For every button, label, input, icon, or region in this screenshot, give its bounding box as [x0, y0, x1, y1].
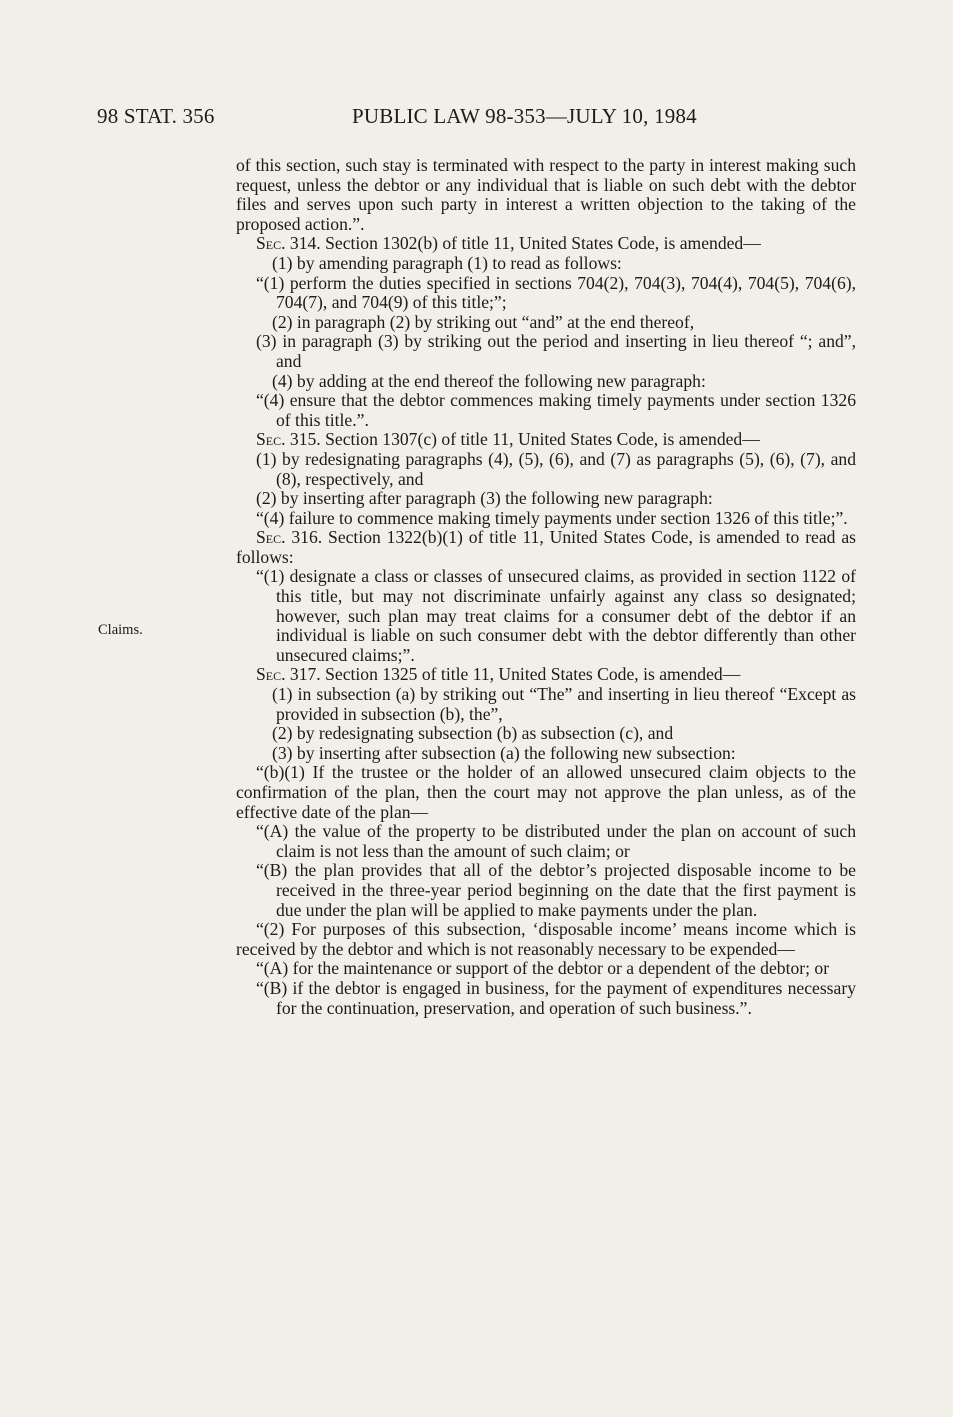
section-315: [236, 430, 856, 450]
quoted-paragraph: “(B) the plan provides that all of the debtor’s projected disposable income to be received in the three-year period beginning on the date that the first payment is due under the plan will be applied to make payments under the plan.: [256, 860, 856, 920]
stat-page-reference: 98 STAT. 356: [97, 104, 215, 128]
paragraph: (3) by inserting after subsection (a) the following new subsection:: [272, 742, 736, 763]
quoted-paragraph: “(A) for the maintenance or support of the debtor or a dependent of the debtor; or: [256, 958, 830, 979]
section-316: [236, 528, 856, 567]
body-text: [236, 156, 856, 1018]
quoted-paragraph: “(1) designate a class or classes of unsecured claims, as provided in section 1122 of this title, but may not discriminate unfairly against any class so designated; however, such plan may treat claims for a consumer debt of the debtor if an individual is liable on such consumer debt with the debtor differently than other unsecured claims;”.: [256, 566, 856, 665]
section-number: Sec. 316.: [256, 527, 323, 548]
section-text: Section 1325 of title 11, United States Code, is amended—: [320, 664, 741, 685]
paragraph: (2) by inserting after paragraph (3) the following new paragraph:: [256, 488, 713, 509]
section-number: Sec. 314.: [256, 233, 321, 254]
quoted-paragraph: “(A) the value of the property to be distributed under the plan on account of such claim is not less than the amount of such claim; or: [256, 821, 856, 861]
margin-note-claims: Claims.: [98, 622, 143, 638]
section-number: Sec. 315.: [256, 429, 321, 450]
section-number: Sec. 317.: [256, 664, 321, 685]
section-text: Section 1322(b)(1) of title 11, United States Code, is amended to read as follows:: [236, 527, 856, 567]
quoted-paragraph: “(b)(1) If the trustee or the holder of an allowed unsecured claim objects to the confirmation of the plan, then the court may not approve the plan unless, as of the effective date of the plan—: [236, 762, 856, 822]
quoted-paragraph: “(4) ensure that the debtor commences making timely payments under section 1326 of this title.”.: [256, 390, 856, 430]
running-head: PUBLIC LAW 98-353—JULY 10, 1984: [352, 104, 697, 128]
section-314: [236, 234, 856, 254]
quoted-paragraph: “(B) if the debtor is engaged in business, for the payment of expenditures necessary for the continuation, preservation, and operation of such business.”.: [256, 977, 856, 1018]
quoted-paragraph: “(2) For purposes of this subsection, ‘disposable income’ means income which is received by the debtor and which is not reasonably necessary to be expended—: [236, 919, 856, 959]
paragraph: of this section, such stay is terminated with respect to the party in interest making such request, unless the debtor or any individual that is liable on such debt with the debtor files and serves upon such party in interest a written objection to the taking of the proposed action.”.: [236, 155, 856, 234]
paragraph: (2) in paragraph (2) by striking out “and” at the end thereof,: [272, 311, 695, 332]
paragraph: (4) by adding at the end thereof the following new paragraph:: [272, 370, 706, 391]
paragraph: (1) in subsection (a) by striking out “The” and inserting in lieu thereof “Except as provided in subsection (b), the”,: [272, 684, 856, 724]
quoted-paragraph: “(1) perform the duties specified in sections 704(2), 704(3), 704(4), 704(5), 704(6), 704(7), and 704(9) of this title;”;: [256, 272, 856, 313]
section-text: Section 1307(c) of title 11, United States Code, is amended—: [320, 429, 760, 450]
paragraph: (3) in paragraph (3) by striking out the period and inserting in lieu thereof “; and”, and: [256, 331, 856, 371]
section-317: [236, 665, 856, 685]
paragraph: (1) by amending paragraph (1) to read as follows:: [272, 252, 622, 273]
section-text: Section 1302(b) of title 11, United States Code, is amended—: [320, 233, 761, 254]
quoted-paragraph: “(4) failure to commence making timely payments under section 1326 of this title;”.: [256, 507, 848, 528]
paragraph: (2) by redesignating subsection (b) as subsection (c), and: [272, 723, 674, 744]
paragraph: (1) by redesignating paragraphs (4), (5), (6), and (7) as paragraphs (5), (6), (7), and (8), respectively, and: [256, 448, 856, 489]
